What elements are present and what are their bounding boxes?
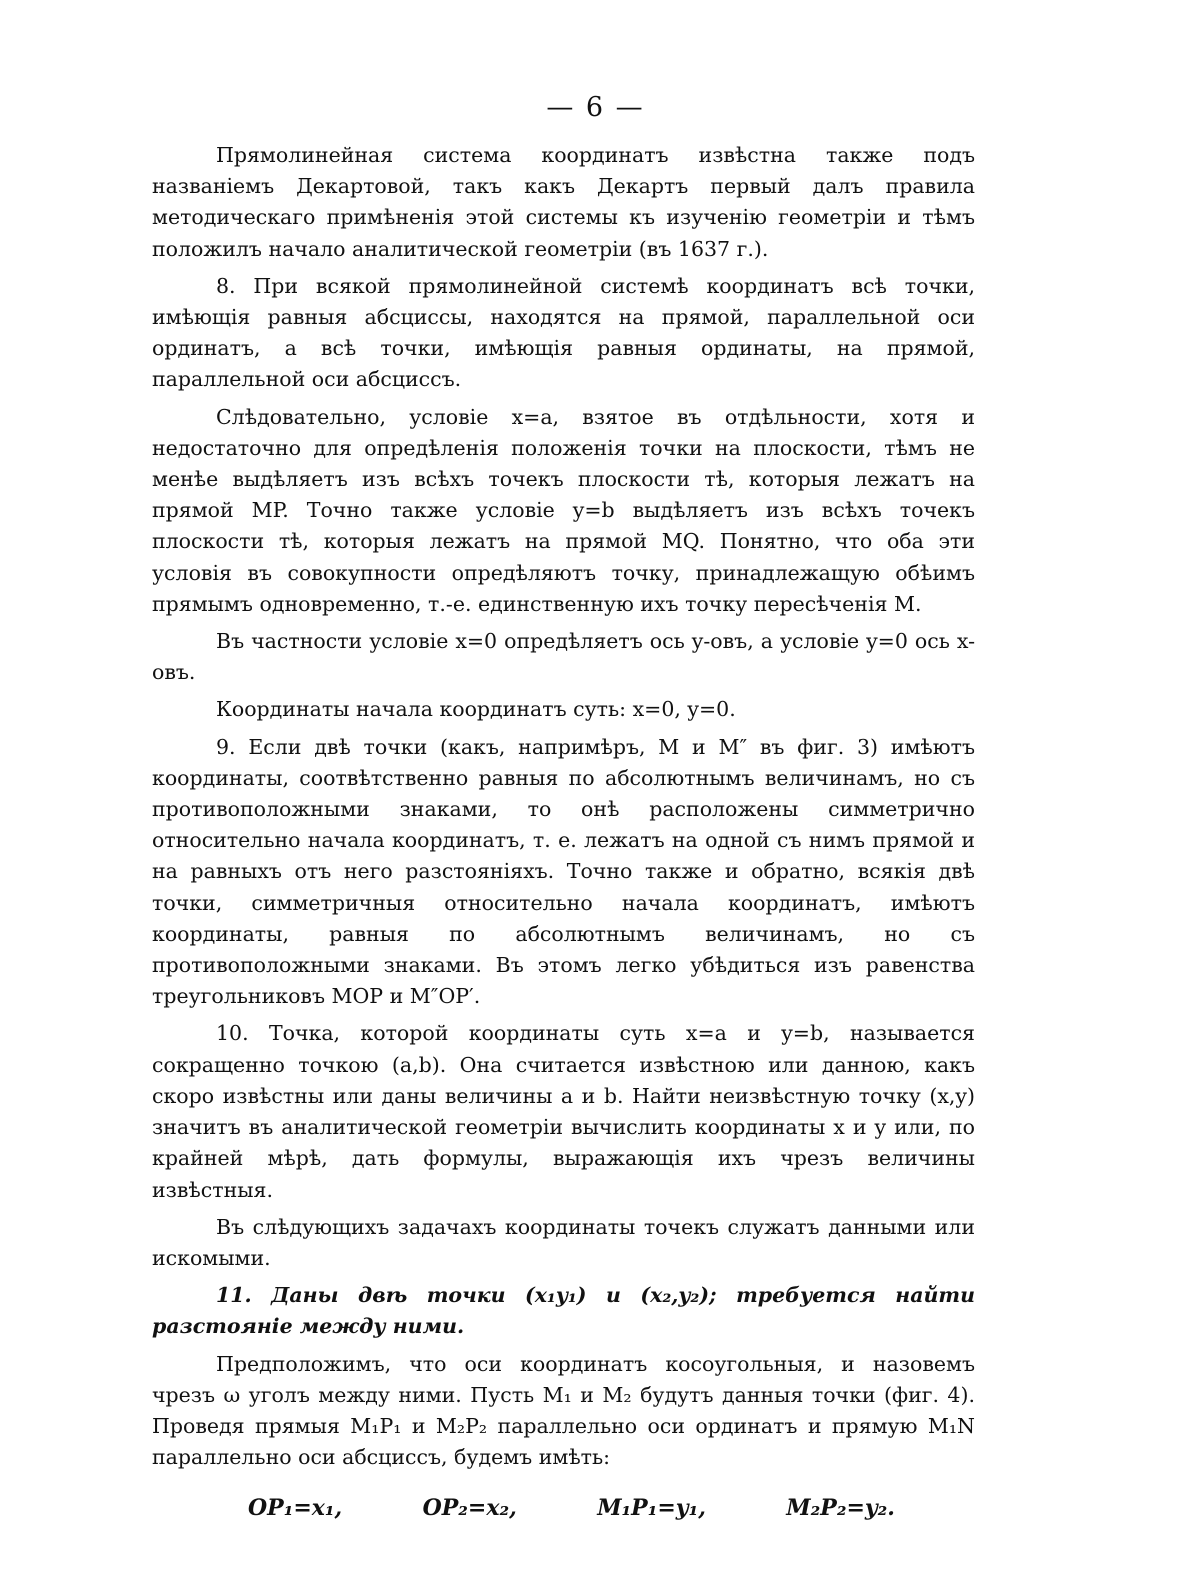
formula-m1p1: M₁P₁=y₁,	[597, 1495, 706, 1522]
page-number: — 6 —	[546, 92, 645, 123]
paragraph-cartesian-system: Прямолинейная система координатъ извѣстна также подъ названіемъ Декартовой, такъ какъ Декартъ первый далъ правила методическаго примѣненія этой системы къ изученію геометріи и тѣмъ положилъ начало аналитической геометріи (въ 1637 г.).	[152, 143, 975, 261]
paragraph-in-particular: Въ частности условіе x=0 опредѣляетъ ось y-овъ, а условіе y=0 ось x-овъ.	[152, 629, 975, 685]
formula-op2: OP₂=x₂,	[422, 1495, 517, 1522]
paragraph-following-problems: Въ слѣдующихъ задачахъ координаты точекъ служатъ данными или искомыми.	[152, 1214, 975, 1270]
formula-op1: OP₁=x₁,	[248, 1495, 343, 1522]
paragraph-consequently: Слѣдовательно, условіе x=a, взятое въ отдѣльности, хотя и недостаточно для опредѣленія положенія точки на плоскости, тѣмъ не менѣе выдѣляетъ изъ всѣхъ точекъ плоскости тѣ, которыя лежатъ на прямой MP. Точно также условіе y=b выдѣляетъ изъ всѣхъ точекъ плоскости тѣ, которыя лежатъ на прямой MQ. Понятно, что оба эти условія въ совокупности опредѣляютъ точку, принадлежащую обѣимъ прямымъ одновременно, т.-е. единственную ихъ точку пересѣченія M.	[152, 404, 975, 616]
formula-line	[152, 1479, 975, 1524]
body-text	[152, 140, 975, 1525]
paragraph-origin-coordinates: Координаты начала координатъ суть: x=0, y=0.	[216, 697, 736, 722]
paragraph-section-10: 10. Точка, которой координаты суть x=a и y=b, называется сокращенно точкою (a,b). Она считается извѣстною или данною, какъ скоро извѣстны или даны величины a и b. Найти неизвѣстную точку (x,y) значитъ въ аналитической геометріи вычислить координаты x и y или, по крайней мѣрѣ, дать формулы, выражающія ихъ чрезъ величины извѣстныя.	[152, 1021, 975, 1202]
formula-m2p2: M₂P₂=y₂.	[786, 1495, 895, 1522]
paragraph-section-9: 9. Если двѣ точки (какъ, напримѣръ, M и M″ въ фиг. 3) имѣютъ координаты, соотвѣтственно равныя по абсолютнымъ величинамъ, но съ противоположными знаками, то онѣ расположены симметрично относительно начала координатъ, т. е. лежатъ на одной съ нимъ прямой и на равныхъ отъ него разстояніяхъ. Точно также и обратно, всякія двѣ точки, симметричныя относительно начала координатъ, имѣютъ координаты, равныя по абсолютнымъ величинамъ, но съ противоположными знаками. Въ этомъ легко убѣдиться изъ равенства треугольниковъ MOP и M″OP′.	[152, 734, 975, 1009]
paragraph-suppose: Предположимъ, что оси координатъ косоугольныя, и назовемъ чрезъ ω уголъ между ними. Пусть M₁ и M₂ будутъ данныя точки (фиг. 4). Проведя прямыя M₁P₁ и M₂P₂ параллельно оси ординатъ и прямую M₁N параллельно оси абсциссъ, будемъ имѣть:	[152, 1351, 975, 1470]
paragraph-section-8: 8. При всякой прямолинейной системѣ координатъ всѣ точки, имѣющія равныя абсциссы, находятся на прямой, параллельной оси ординатъ, а всѣ точки, имѣющія равныя ординаты, на прямой, параллельной оси абсциссъ.	[152, 273, 975, 392]
paragraph-section-11-problem: 11. Даны двѣ точки (x₁y₁) и (x₂,y₂); требуется найти разстояніе между ними.	[152, 1283, 975, 1339]
